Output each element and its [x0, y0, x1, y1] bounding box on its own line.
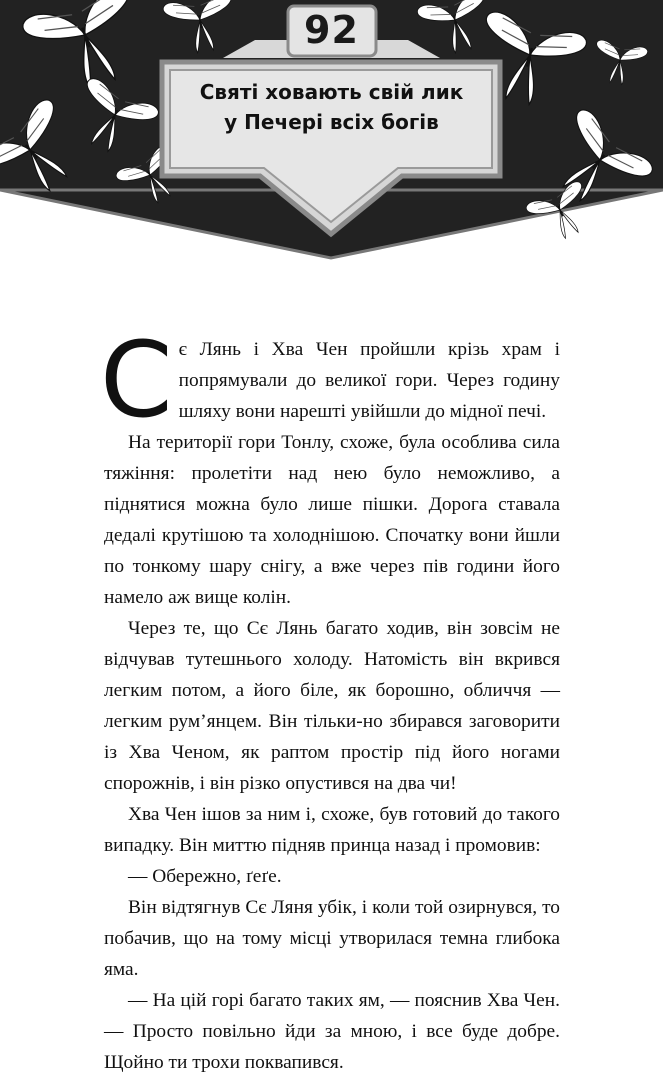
paragraph	[100, 319, 560, 441]
chapter-title-line-1: Святі ховають свій лик	[199, 80, 464, 104]
paragraph: Через те, що Сє Лянь багато ходив, він зовсім не відчував тутешнього холоду. Натомість він вкрився легким потом, а його біле, як борошно, обличчя — легким рум’янцем. Він тільки-но збирався заговорити із Хва Ченом, як раптом простір під його ногами спорожнів, і він різко опустився на два чи!	[104, 618, 560, 794]
paragraph: — Обережно, ґеґе.	[128, 866, 282, 887]
chapter-title	[0, 77, 663, 137]
chapter-number: 92	[304, 8, 359, 52]
chapter-body	[100, 319, 560, 1078]
drop-cap: С	[100, 319, 173, 441]
paragraph: Хва Чен ішов за ним і, схоже, був готовий до такого випадку. Він миттю підняв принца назад і промовив:	[104, 804, 560, 856]
chapter-title-line-2: у Печері всіх богів	[224, 110, 439, 134]
paragraph-text: є Лянь і Хва Чен пройшли крізь храм і попрямували до великої гори. Через годину шляху вони нарешті увійшли до мідної печі.	[178, 339, 560, 422]
paragraph: Він відтягнув Сє Ляня убік, і коли той озирнувся, то побачив, що на тому місці утворилася темна глибока яма.	[104, 897, 560, 980]
paragraph: На території гори Тонлу, схоже, була особлива сила тяжіння: пролетіти над нею було неможливо, а піднятися можна було лише пішки. Дорога ставала дедалі крутішою та холоднішою. Спочатку вони йшли по тонкому шару снігу, а вже через пів години його намело аж вище колін.	[104, 432, 560, 608]
paragraph: — На цій горі багато таких ям, — пояснив Хва Чен. — Просто повільно йди за мною, і все буде добре. Щойно ти трохи поквапився.	[104, 990, 560, 1073]
